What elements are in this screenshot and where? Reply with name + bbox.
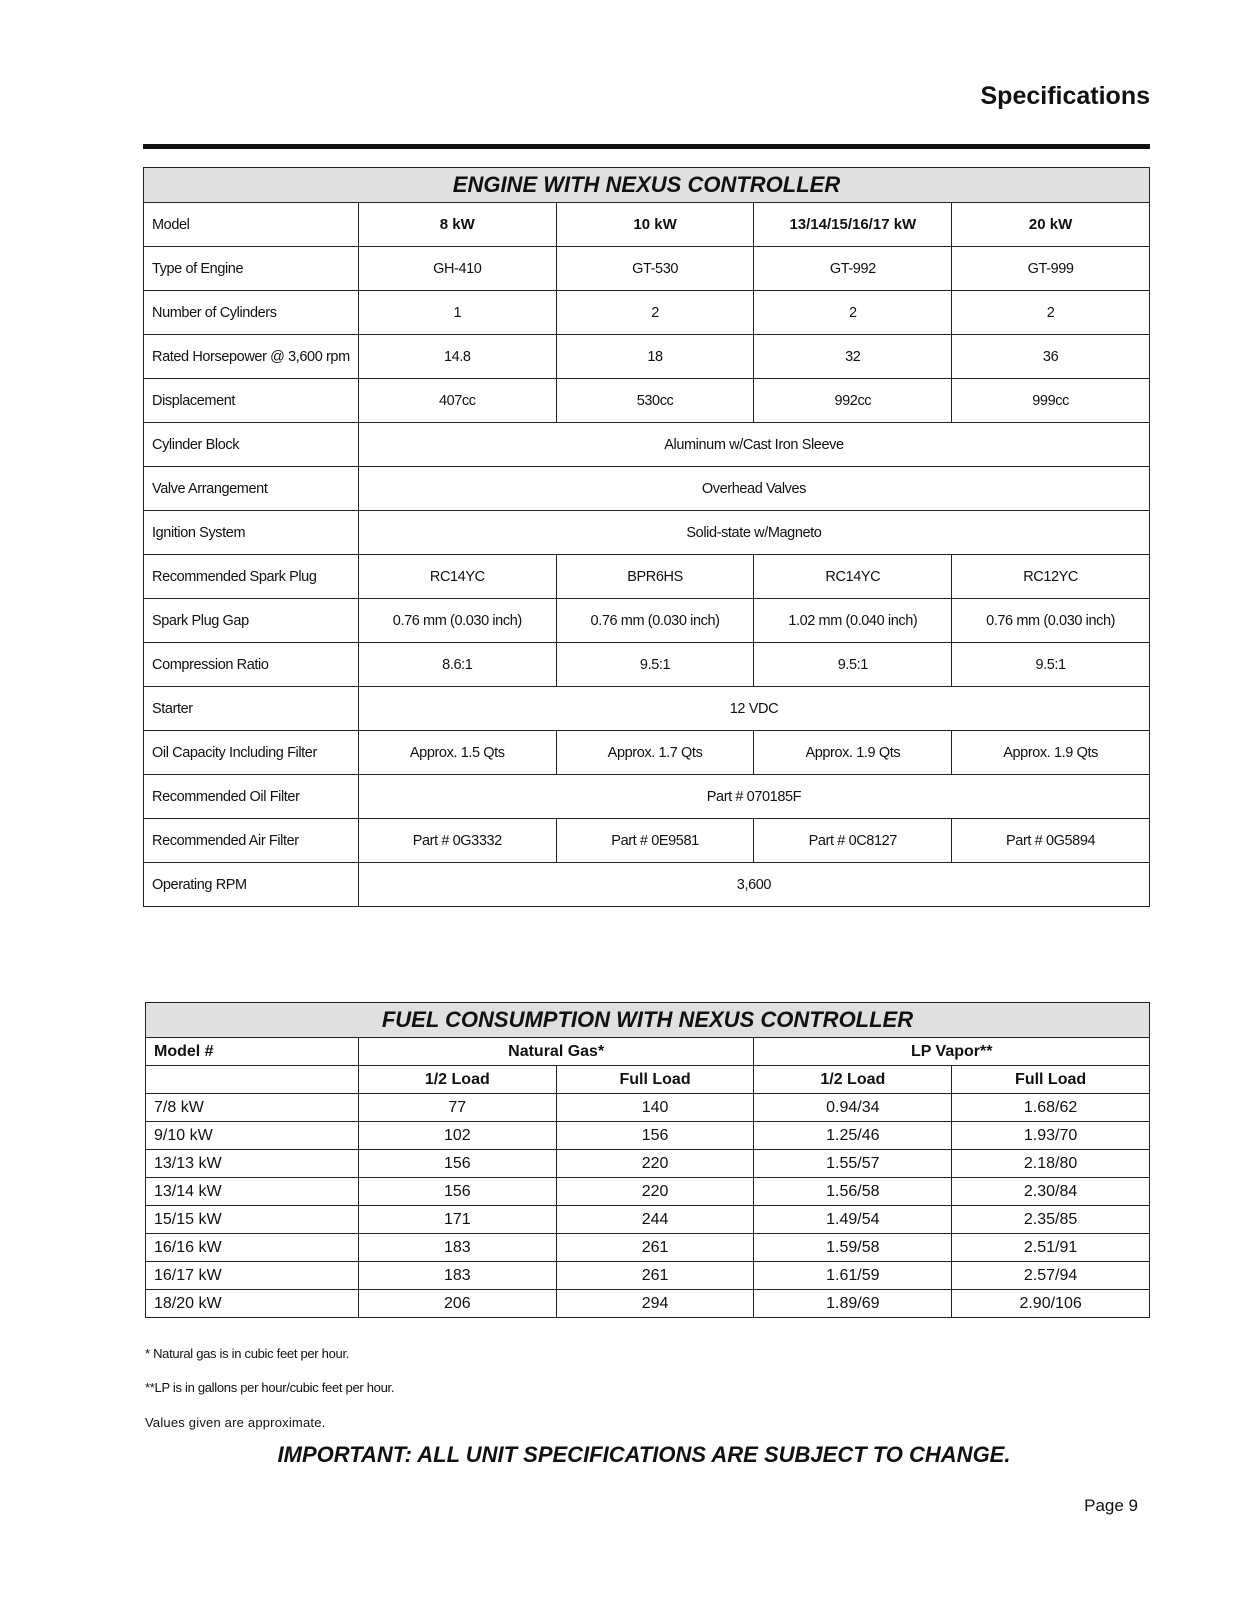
spec-row <box>144 731 1150 775</box>
engine-table-title: ENGINE WITH NEXUS CONTROLLER <box>144 168 1150 203</box>
spec-value: RC12YC <box>952 555 1150 599</box>
spec-value: 9.5:1 <box>556 643 754 687</box>
spec-value: 0.76 mm (0.030 inch) <box>358 599 556 643</box>
fuel-value: 171 <box>358 1206 556 1234</box>
fuel-table-title: FUEL CONSUMPTION WITH NEXUS CONTROLLER <box>146 1003 1150 1038</box>
spec-value: 8.6:1 <box>358 643 556 687</box>
spec-value: 36 <box>952 335 1150 379</box>
spec-value: 2 <box>754 291 952 335</box>
spec-row <box>144 467 1150 511</box>
fuel-model: 13/13 kW <box>146 1150 359 1178</box>
fuel-model: 16/16 kW <box>146 1234 359 1262</box>
fuel-group-header: LP Vapor** <box>754 1038 1150 1066</box>
fuel-value: 2.57/94 <box>952 1262 1150 1290</box>
spec-value: 2 <box>952 291 1150 335</box>
model-header: 10 kW <box>556 203 754 247</box>
spec-label: Spark Plug Gap <box>144 599 359 643</box>
fuel-subhead-row <box>146 1066 1150 1094</box>
fuel-value: 2.51/91 <box>952 1234 1150 1262</box>
important-notice: IMPORTANT: ALL UNIT SPECIFICATIONS ARE SUBJECT TO CHANGE. <box>277 1442 1011 1467</box>
fuel-value: 1.89/69 <box>754 1290 952 1318</box>
spec-value: Approx. 1.9 Qts <box>754 731 952 775</box>
engine-specs-table <box>143 167 1150 907</box>
spec-label: Ignition System <box>144 511 359 555</box>
spec-value: 992cc <box>754 379 952 423</box>
fuel-row <box>146 1178 1150 1206</box>
spec-row <box>144 379 1150 423</box>
load-header: Full Load <box>556 1066 754 1094</box>
fuel-value: 1.61/59 <box>754 1262 952 1290</box>
spec-label: Type of Engine <box>144 247 359 291</box>
fuel-value: 1.49/54 <box>754 1206 952 1234</box>
spec-row <box>144 291 1150 335</box>
footnote: * Natural gas is in cubic feet per hour. <box>145 1346 350 1361</box>
spec-value-all-models: 12 VDC <box>358 687 1149 731</box>
spec-label: Number of Cylinders <box>144 291 359 335</box>
fuel-value: 183 <box>358 1262 556 1290</box>
fuel-value: 220 <box>556 1150 754 1178</box>
fuel-value: 244 <box>556 1206 754 1234</box>
fuel-value: 156 <box>556 1122 754 1150</box>
empty-header-cell <box>146 1066 359 1094</box>
spec-row <box>144 423 1150 467</box>
spec-value: GH-410 <box>358 247 556 291</box>
spec-value: 1.02 mm (0.040 inch) <box>754 599 952 643</box>
fuel-value: 1.25/46 <box>754 1122 952 1150</box>
model-header: 8 kW <box>358 203 556 247</box>
fuel-value: 220 <box>556 1178 754 1206</box>
spec-row <box>144 555 1150 599</box>
fuel-row <box>146 1206 1150 1234</box>
fuel-model: 7/8 kW <box>146 1094 359 1122</box>
fuel-model: 16/17 kW <box>146 1262 359 1290</box>
fuel-value: 183 <box>358 1234 556 1262</box>
fuel-value: 261 <box>556 1234 754 1262</box>
spec-label: Recommended Air Filter <box>144 819 359 863</box>
spec-row <box>144 775 1150 819</box>
spec-value: 1 <box>358 291 556 335</box>
spec-value: BPR6HS <box>556 555 754 599</box>
model-header: 13/14/15/16/17 kW <box>754 203 952 247</box>
spec-value: 14.8 <box>358 335 556 379</box>
spec-value: Approx. 1.7 Qts <box>556 731 754 775</box>
spec-label: Compression Ratio <box>144 643 359 687</box>
spec-value: Part # 0C8127 <box>754 819 952 863</box>
fuel-value: 1.59/58 <box>754 1234 952 1262</box>
spec-value: 0.76 mm (0.030 inch) <box>952 599 1150 643</box>
fuel-value: 261 <box>556 1262 754 1290</box>
spec-row <box>144 511 1150 555</box>
load-header: 1/2 Load <box>754 1066 952 1094</box>
spec-row <box>144 335 1150 379</box>
model-label: Model <box>144 203 359 247</box>
spec-row <box>144 247 1150 291</box>
spec-value: 0.76 mm (0.030 inch) <box>556 599 754 643</box>
spec-value: 2 <box>556 291 754 335</box>
engine-model-row <box>144 203 1150 247</box>
fuel-value: 2.90/106 <box>952 1290 1150 1318</box>
fuel-model: 9/10 kW <box>146 1122 359 1150</box>
fuel-value: 1.56/58 <box>754 1178 952 1206</box>
spec-value-all-models: Part # 070185F <box>358 775 1149 819</box>
fuel-model: 15/15 kW <box>146 1206 359 1234</box>
spec-row <box>144 643 1150 687</box>
load-header: Full Load <box>952 1066 1150 1094</box>
spec-row <box>144 599 1150 643</box>
spec-label: Cylinder Block <box>144 423 359 467</box>
fuel-value: 77 <box>358 1094 556 1122</box>
spec-value-all-models: Solid-state w/Magneto <box>358 511 1149 555</box>
fuel-value: 0.94/34 <box>754 1094 952 1122</box>
spec-value: 18 <box>556 335 754 379</box>
footnote: **LP is in gallons per hour/cubic feet per hour. <box>145 1380 395 1395</box>
spec-value-all-models: 3,600 <box>358 863 1149 907</box>
fuel-consumption-table <box>145 1002 1150 1318</box>
fuel-value: 140 <box>556 1094 754 1122</box>
fuel-group-header: Natural Gas* <box>358 1038 754 1066</box>
spec-value: Part # 0G3332 <box>358 819 556 863</box>
spec-label: Oil Capacity Including Filter <box>144 731 359 775</box>
fuel-value: 1.93/70 <box>952 1122 1150 1150</box>
fuel-row <box>146 1262 1150 1290</box>
spec-value: 999cc <box>952 379 1150 423</box>
model-number-header: Model # <box>146 1038 359 1066</box>
fuel-model: 13/14 kW <box>146 1178 359 1206</box>
spec-row <box>144 819 1150 863</box>
page-number: Page 9 <box>1084 1496 1138 1515</box>
spec-value: Approx. 1.5 Qts <box>358 731 556 775</box>
fuel-value: 2.18/80 <box>952 1150 1150 1178</box>
spec-label: Recommended Oil Filter <box>144 775 359 819</box>
spec-value: Part # 0G5894 <box>952 819 1150 863</box>
spec-row <box>144 863 1150 907</box>
spec-label: Operating RPM <box>144 863 359 907</box>
fuel-row <box>146 1234 1150 1262</box>
model-header: 20 kW <box>952 203 1150 247</box>
fuel-row <box>146 1290 1150 1318</box>
spec-value: 32 <box>754 335 952 379</box>
spec-value: RC14YC <box>358 555 556 599</box>
spec-label: Recommended Spark Plug <box>144 555 359 599</box>
spec-value: GT-530 <box>556 247 754 291</box>
load-header: 1/2 Load <box>358 1066 556 1094</box>
fuel-model: 18/20 kW <box>146 1290 359 1318</box>
spec-value: 9.5:1 <box>754 643 952 687</box>
spec-value: Approx. 1.9 Qts <box>952 731 1150 775</box>
fuel-value: 294 <box>556 1290 754 1318</box>
spec-row <box>144 687 1150 731</box>
footnote: Values given are approximate. <box>145 1415 326 1430</box>
fuel-value: 1.68/62 <box>952 1094 1150 1122</box>
spec-value-all-models: Overhead Valves <box>358 467 1149 511</box>
spec-label: Rated Horsepower @ 3,600 rpm <box>144 335 359 379</box>
fuel-value: 2.30/84 <box>952 1178 1150 1206</box>
spec-value: 407cc <box>358 379 556 423</box>
spec-value: Part # 0E9581 <box>556 819 754 863</box>
fuel-group-row <box>146 1038 1150 1066</box>
spec-value: RC14YC <box>754 555 952 599</box>
spec-value: GT-992 <box>754 247 952 291</box>
spec-value: GT-999 <box>952 247 1150 291</box>
spec-value: 9.5:1 <box>952 643 1150 687</box>
fuel-value: 2.35/85 <box>952 1206 1150 1234</box>
spec-value-all-models: Aluminum w/Cast Iron Sleeve <box>358 423 1149 467</box>
fuel-value: 206 <box>358 1290 556 1318</box>
fuel-value: 156 <box>358 1150 556 1178</box>
fuel-value: 1.55/57 <box>754 1150 952 1178</box>
fuel-row <box>146 1150 1150 1178</box>
fuel-value: 102 <box>358 1122 556 1150</box>
fuel-value: 156 <box>358 1178 556 1206</box>
page-title: Specifications <box>980 82 1150 110</box>
spec-label: Valve Arrangement <box>144 467 359 511</box>
header-rule <box>143 144 1150 149</box>
spec-label: Starter <box>144 687 359 731</box>
fuel-row <box>146 1094 1150 1122</box>
fuel-row <box>146 1122 1150 1150</box>
spec-label: Displacement <box>144 379 359 423</box>
spec-value: 530cc <box>556 379 754 423</box>
